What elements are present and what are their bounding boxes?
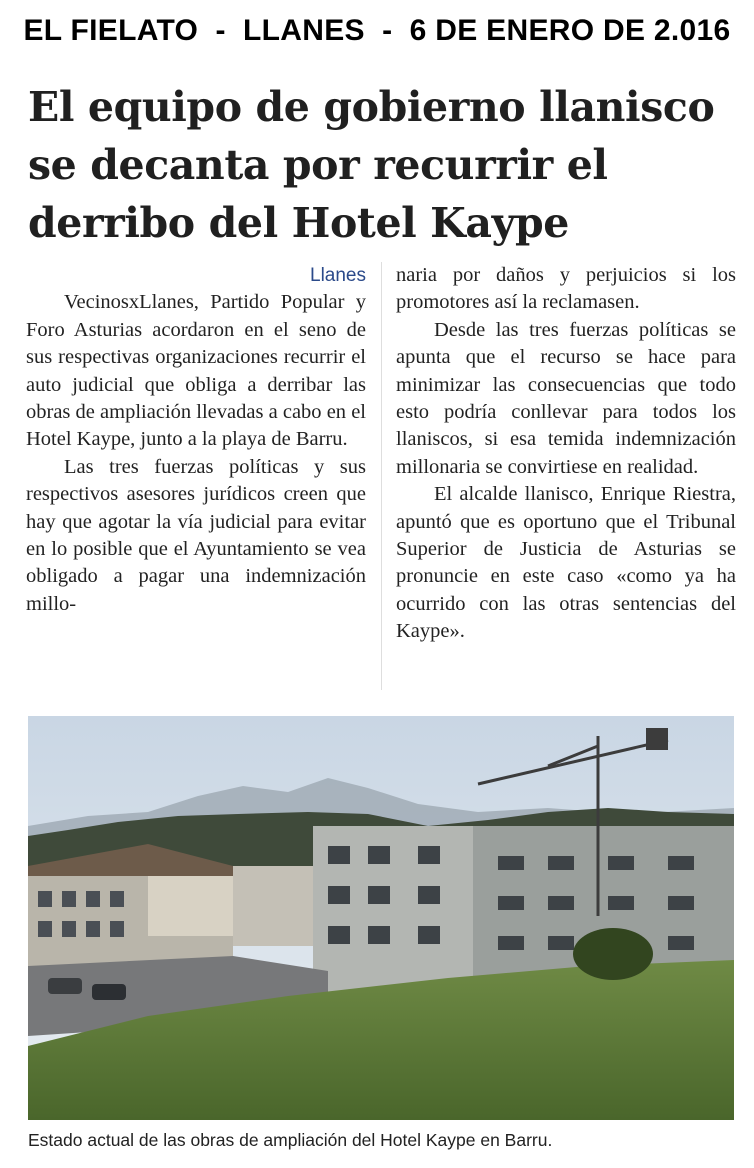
- page-header: EL FIELATO - LLANES - 6 DE ENERO DE 2.016: [23, 14, 731, 47]
- headline-line: El equipo de gobierno llanisco: [28, 83, 715, 131]
- article-headline: [28, 78, 728, 252]
- location-label: Llanes: [310, 265, 366, 286]
- paragraph: Las tres fuerzas políticas y sus respectivos asesores jurídicos creen que hay que agotar la vía judicial para evitar en lo posible que el Ayuntamiento se vea obligado a pagar una indemnización millo-: [26, 455, 366, 615]
- crane-counterweight: [646, 728, 668, 750]
- parked-car: [48, 978, 82, 994]
- paragraph: Desde las tres fuerzas políticas se apunta que el recurso se hace para minimizar las consecuencias que todo esto podría conllevar para todos los llaniscos, si esa temida indemnización millonaria se convirtiese en realidad.: [396, 318, 736, 478]
- photo-caption: Estado actual de las obras de ampliación del Hotel Kaype en Barru.: [28, 1130, 553, 1150]
- parked-car: [92, 984, 126, 1000]
- column-divider: [381, 262, 382, 690]
- paragraph: VecinosxLlanes, Partido Popular y Foro Asturias acordaron en el seno de sus respectivas organizaciones recurrir el auto judicial que obliga a derribar las obras de ampliación llevadas a cabo en el Hotel Kaype, junto a la playa de Barru.: [26, 291, 366, 451]
- article-column-right: [396, 262, 736, 646]
- paragraph-continuation: naria por daños y perjuicios si los promotores así la reclamasen.: [396, 264, 736, 314]
- paragraph: El alcalde llanisco, Enrique Riestra, apuntó que es oportuno que el Tribunal Superior de Justicia de Asturias se pronuncie en este caso «como ya ha ocurrido con las otras sentencias del Kaype».: [396, 483, 736, 643]
- article-photo: [28, 716, 734, 1120]
- tree: [573, 928, 653, 980]
- old-building-annex: [148, 876, 233, 936]
- headline-line: derribo del Hotel Kaype: [28, 199, 569, 247]
- hotel-construction-image: [28, 716, 734, 1120]
- headline-line: se decanta por recurrir el: [28, 141, 608, 189]
- article-column-left: [26, 262, 366, 618]
